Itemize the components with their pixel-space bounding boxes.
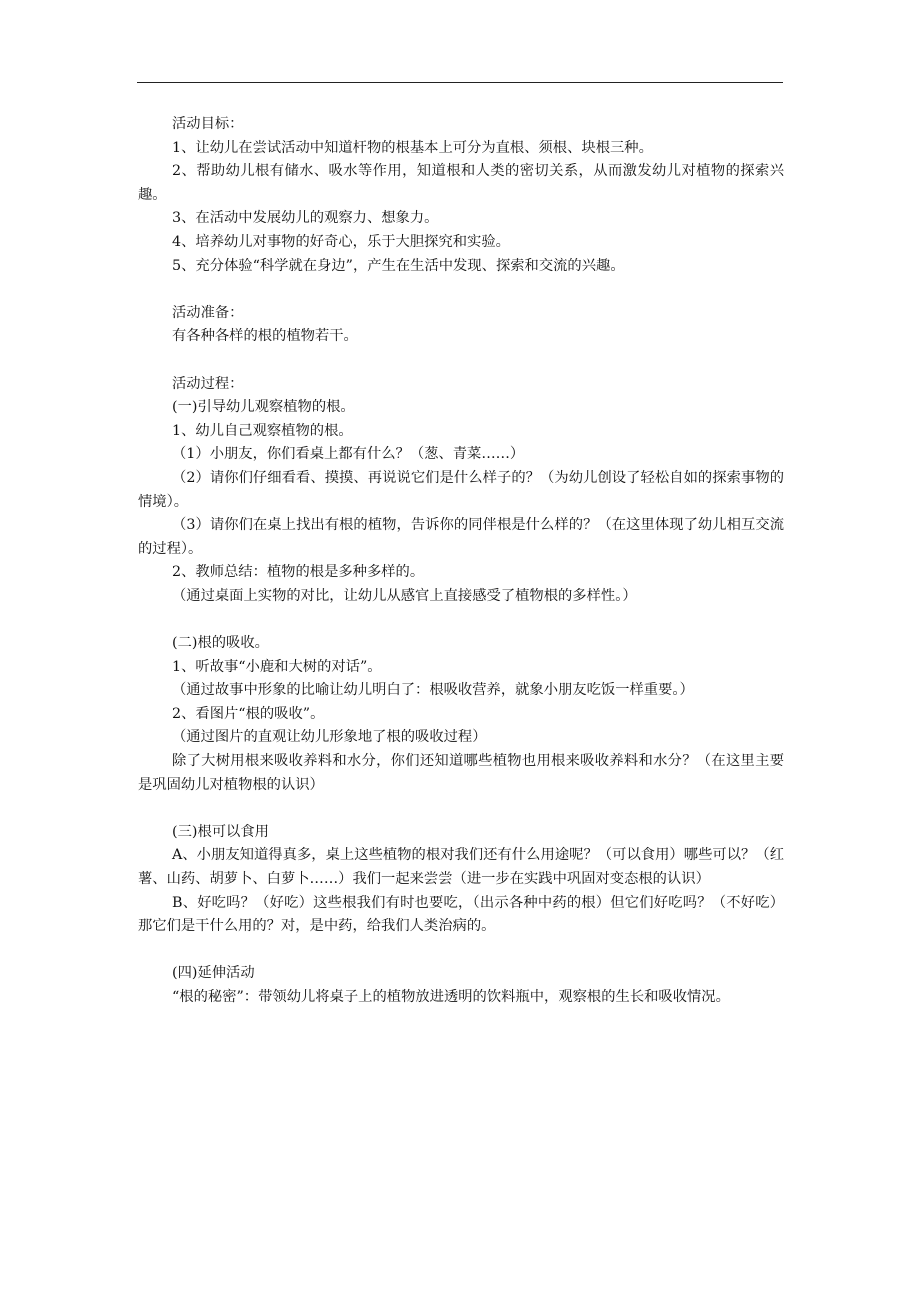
note-text: （通过桌面上实物的对比，让幼儿从感官上直接感受了植物根的多样性。） xyxy=(172,587,637,604)
list-item: 2、看图片“根的吸收”。 xyxy=(172,705,325,722)
prep-title: 活动准备： xyxy=(172,304,244,321)
header-rule xyxy=(137,82,783,83)
question-item: （3）请你们在桌上找出有根的植物，告诉你的同伴根是什么样的？（在这里体现了幼儿相互交流的过程）。 xyxy=(138,517,784,557)
goal-item: 3、在活动中发展幼儿的观察力、想象力。 xyxy=(172,210,439,227)
section-heading: (三)根可以食用 xyxy=(172,823,269,840)
process-title: 活动过程： xyxy=(172,375,244,392)
paragraph: “根的秘密”：带领幼儿将桌子上的植物放进透明的饮料瓶中，观察根的生长和吸收情况。 xyxy=(172,988,730,1005)
list-item: 1、听故事“小鹿和大树的对话”。 xyxy=(172,658,382,675)
question-item: （1）小朋友，你们看桌上都有什么？（葱、青菜……） xyxy=(172,446,525,463)
spacer xyxy=(138,797,784,821)
goal-item: 5、充分体验“科学就在身边”，产生在生活中发现、探索和交流的兴趣。 xyxy=(172,257,625,274)
section-heading: (四)延伸活动 xyxy=(172,965,255,982)
paragraph: A、小朋友知道得真多，桌上这些植物的根对我们还有什么用途呢？（可以食用）哪些可以？（红薯、山药、胡萝卜、白萝卜……）我们一起来尝尝（进一步在实践中巩固对变态根的认识） xyxy=(138,847,784,887)
spacer xyxy=(138,939,784,963)
goals-title: 活动目标： xyxy=(172,116,244,132)
question-item: （2）请你们仔细看看、摸摸、再说说它们是什么样子的？（为幼儿创设了轻松自如的探索事物的情境）。 xyxy=(138,469,784,510)
note-text: （通过图片的直观让幼儿形象地了根的吸收过程） xyxy=(172,729,487,746)
goal-item: 4、培养幼儿对事物的好奇心，乐于大胆探究和实验。 xyxy=(172,233,510,250)
document-body xyxy=(138,113,784,1010)
spacer xyxy=(138,349,784,373)
list-item: 1、幼儿自己观察植物的根。 xyxy=(172,422,353,439)
prep-text: 有各种各样的根的植物若干。 xyxy=(172,328,358,345)
section-heading: (二)根的吸收。 xyxy=(172,635,269,652)
list-item: 2、教师总结：植物的根是多种多样的。 xyxy=(172,564,425,581)
spacer xyxy=(138,278,784,302)
note-text: （通过故事中形象的比喻让幼儿明白了：根吸收营养，就象小朋友吃饭一样重要。） xyxy=(172,682,694,699)
goal-item: 1、让幼儿在尝试活动中知道杆物的根基本上可分为直根、须根、块根三种。 xyxy=(172,139,653,156)
paragraph: 除了大树用根来吸收养料和水分，你们还知道哪些植物也用根来吸收养料和水分？（在这里主要是巩固幼儿对植物根的认识） xyxy=(138,753,784,793)
spacer xyxy=(138,608,784,632)
paragraph: B、好吃吗？（好吃）这些根我们有时也要吃，（出示各种中药的根）但它们好吃吗？（不好吃）那它们是干什么用的？对，是中药，给我们人类治病的。 xyxy=(138,894,784,935)
section-heading: (一)引导幼儿观察植物的根。 xyxy=(172,399,355,416)
goal-item: 2、帮助幼儿根有储水、吸水等作用，知道根和人类的密切关系，从而激发幼儿对植物的探索兴趣。 xyxy=(138,163,784,203)
